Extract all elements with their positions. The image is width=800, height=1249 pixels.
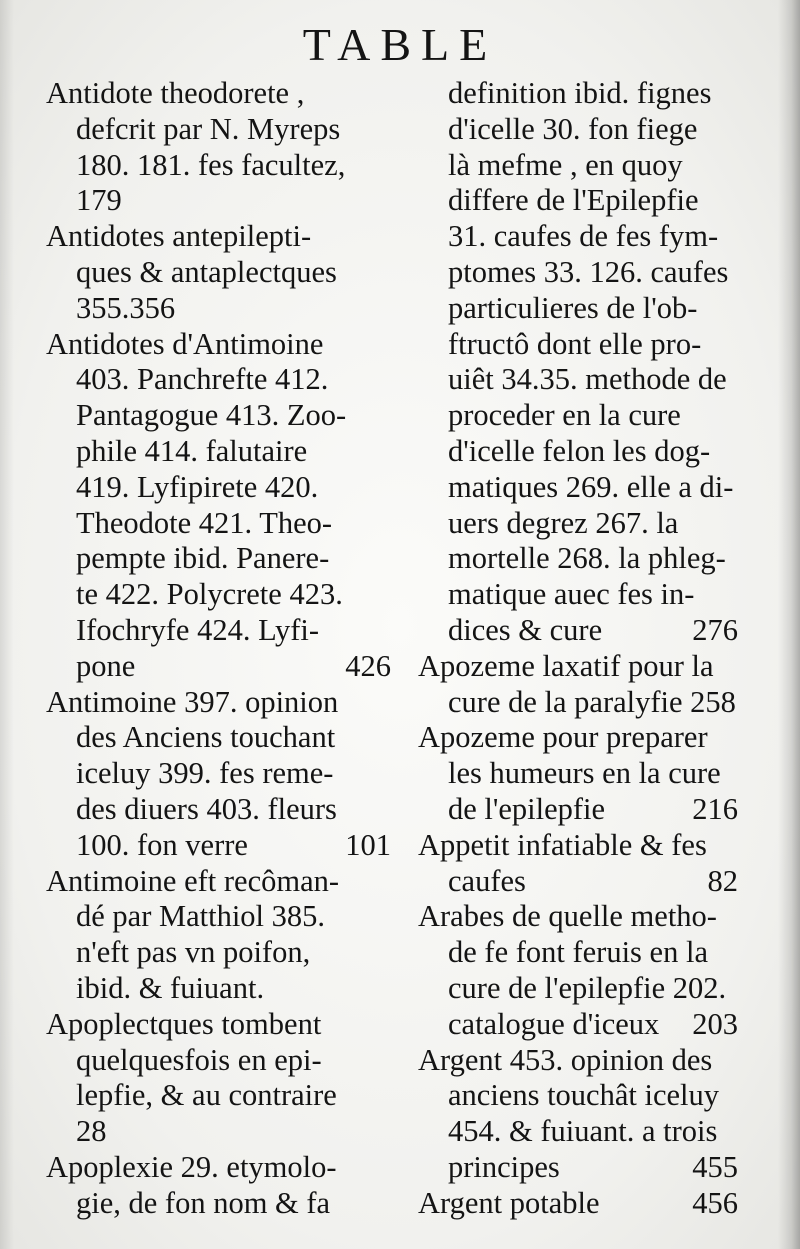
index-entry-text: Pantagogue 413. Zoo- — [76, 398, 347, 433]
index-line — [418, 792, 738, 828]
index-entry-text: Antidotes antepilepti- — [46, 219, 312, 254]
index-entry-text: lepfie, & au contraire — [76, 1078, 337, 1113]
index-line — [46, 291, 391, 327]
index-line — [418, 1007, 738, 1043]
index-entry-text: proceder en la cure — [448, 398, 681, 433]
index-line — [418, 291, 738, 327]
index-entry-text: quelquesfois en epi- — [76, 1042, 322, 1077]
index-line — [46, 1078, 391, 1114]
index-line — [46, 470, 391, 506]
index-entry-text: pempte ibid. Panere- — [76, 541, 330, 576]
index-line — [46, 148, 391, 184]
index-line — [46, 899, 391, 935]
index-entry-text: definition ibid. fignes — [448, 76, 712, 110]
page-number: 82 — [707, 863, 738, 898]
index-entry-text: differe de l'Epilepfie — [448, 183, 699, 218]
index-entry-text: Argent potable — [418, 1185, 600, 1220]
index-line — [418, 327, 738, 363]
index-line — [46, 434, 391, 470]
index-line — [418, 756, 738, 792]
index-line — [46, 792, 391, 828]
page-number: 216 — [692, 791, 738, 826]
index-entry-text: de fe font feruis en la — [448, 935, 708, 970]
index-entry-text: ibid. & fuiuant. — [76, 970, 265, 1005]
index-line — [418, 183, 738, 219]
index-line — [46, 255, 391, 291]
index-entry-text: mortelle 268. la phleg- — [448, 541, 726, 576]
index-entry-text: Arabes de quelle metho- — [418, 899, 717, 934]
index-line — [46, 541, 391, 577]
index-entry-text: Argent 453. opinion des — [418, 1042, 713, 1077]
page-title: TABLE — [302, 19, 498, 70]
index-column-right — [418, 76, 738, 1222]
index-entry-text: defcrit par N. Myreps — [76, 111, 341, 146]
index-entry-text: Theodote 421. Theo- — [76, 505, 333, 540]
index-entry-text: de l'epilepfie — [448, 791, 606, 826]
index-entry-text: cure de la paralyfie 258 — [448, 684, 736, 719]
index-entry-text: matique auec fes in- — [448, 577, 695, 612]
index-entry-text: Antidote theodorete , — [46, 76, 305, 110]
index-entry-text: des Anciens touchant — [76, 720, 336, 755]
index-line — [418, 828, 738, 864]
index-entry-text: les humeurs en la cure — [448, 756, 721, 791]
index-entry-text: 180. 181. fes facultez, — [76, 147, 346, 182]
index-entry-text: cure de l'epilepfie 202. — [448, 970, 727, 1005]
index-line — [418, 76, 738, 112]
index-line — [46, 828, 391, 864]
index-entry-text: phile 414. falutaire — [76, 433, 308, 468]
index-entry-text: là mefme , en quoy — [448, 147, 683, 182]
index-line — [46, 649, 391, 685]
index-line — [418, 255, 738, 291]
page-number: 101 — [345, 827, 391, 862]
index-entry-text: d'icelle felon les dog- — [448, 433, 711, 468]
index-line — [46, 720, 391, 756]
index-line — [418, 649, 738, 685]
index-line — [46, 1186, 391, 1222]
index-line — [418, 112, 738, 148]
index-line — [46, 685, 391, 721]
index-line — [418, 1186, 738, 1222]
index-entry-text: gie, de fon nom & fa — [76, 1185, 331, 1220]
index-entry-text: Appetit infatiable & fes — [418, 827, 707, 862]
index-line — [418, 685, 738, 721]
index-line — [418, 899, 738, 935]
index-line — [46, 1150, 391, 1186]
page-number: 426 — [345, 648, 391, 683]
index-entry-text: 454. & fuiuant. a trois — [448, 1114, 718, 1149]
index-line — [418, 1114, 738, 1150]
index-line — [418, 1043, 738, 1079]
index-column-left — [46, 76, 391, 1222]
index-entry-text: caufes — [448, 863, 526, 898]
page-number: 455 — [692, 1149, 738, 1184]
index-line — [46, 577, 391, 613]
index-entry-text: particulieres de l'ob- — [448, 290, 698, 325]
index-entry-text: Apozeme laxatif pour la — [418, 648, 714, 683]
index-line — [46, 506, 391, 542]
index-entry-text: dices & cure — [448, 612, 603, 647]
index-entry-text: d'icelle 30. fon fiege — [448, 111, 698, 146]
index-line — [46, 935, 391, 971]
index-line — [418, 1078, 738, 1114]
index-line — [418, 720, 738, 756]
index-line — [418, 971, 738, 1007]
index-line — [46, 756, 391, 792]
index-line — [418, 613, 738, 649]
index-line — [418, 219, 738, 255]
index-line — [418, 362, 738, 398]
index-entry-text: ftructô dont elle pro- — [448, 326, 702, 361]
index-line — [46, 398, 391, 434]
index-entry-text: dé par Matthiol 385. — [76, 899, 326, 934]
page-right-shadow — [778, 0, 800, 1249]
index-line — [46, 362, 391, 398]
index-entry-text: catalogue d'iceux — [448, 1006, 660, 1041]
index-entry-text: Antimoine eft recôman- — [46, 863, 340, 898]
index-line — [46, 613, 391, 649]
index-entry-text: Antidotes d'Antimoine — [46, 326, 324, 361]
index-line — [418, 541, 738, 577]
index-entry-text: 419. Lyfipirete 420. — [76, 469, 319, 504]
page-number: 456 — [692, 1185, 738, 1220]
index-entry-text: 31. caufes de fes fym- — [448, 219, 719, 254]
page-left-shadow — [0, 0, 14, 1249]
index-entry-text: 403. Panchrefte 412. — [76, 362, 329, 397]
index-line — [418, 864, 738, 900]
index-line — [418, 434, 738, 470]
index-line — [46, 183, 391, 219]
index-entry-text: 28 — [76, 1114, 107, 1149]
index-entry-text: ques & antaplectques — [76, 254, 337, 289]
page-number: 276 — [692, 612, 738, 647]
index-entry-text: te 422. Polycrete 423. — [76, 577, 343, 612]
index-entry-text: 179 — [76, 183, 122, 218]
index-entry-text: anciens touchât iceluy — [448, 1078, 720, 1113]
index-line — [418, 148, 738, 184]
index-line — [46, 219, 391, 255]
index-line — [46, 1007, 391, 1043]
index-line — [418, 577, 738, 613]
index-line — [418, 398, 738, 434]
index-entry-text: principes — [448, 1149, 560, 1184]
index-entry-text: iceluy 399. fes reme- — [76, 756, 334, 791]
index-line — [46, 864, 391, 900]
index-entry-text: pone — [76, 648, 136, 683]
page-number: 203 — [692, 1006, 738, 1041]
index-line — [46, 1043, 391, 1079]
index-line — [46, 76, 391, 112]
index-entry-text: Apozeme pour preparer — [418, 720, 708, 755]
index-line — [418, 1150, 738, 1186]
index-entry-text: matiques 269. elle a di- — [448, 469, 734, 504]
index-entry-text: ptomes 33. 126. caufes — [448, 254, 729, 289]
index-line — [46, 971, 391, 1007]
index-line — [418, 935, 738, 971]
index-entry-text: Apoplectques tombent — [46, 1006, 322, 1041]
index-entry-text: 100. fon verre — [76, 827, 248, 862]
index-entry-text: Ifochryfe 424. Lyfi- — [76, 612, 320, 647]
index-line — [46, 327, 391, 363]
index-line — [46, 112, 391, 148]
index-entry-text: uers degrez 267. la — [448, 505, 679, 540]
index-line — [46, 1114, 391, 1150]
index-entry-text: uiêt 34.35. methode de — [448, 362, 727, 397]
index-entry-text: Apoplexie 29. etymolo- — [46, 1149, 337, 1184]
index-entry-text: des diuers 403. fleurs — [76, 791, 337, 826]
index-entry-text: Antimoine 397. opinion — [46, 684, 339, 719]
index-line — [418, 470, 738, 506]
index-entry-text: n'eft pas vn poifon, — [76, 935, 311, 970]
index-entry-text: 355.356 — [76, 290, 176, 325]
index-line — [418, 506, 738, 542]
